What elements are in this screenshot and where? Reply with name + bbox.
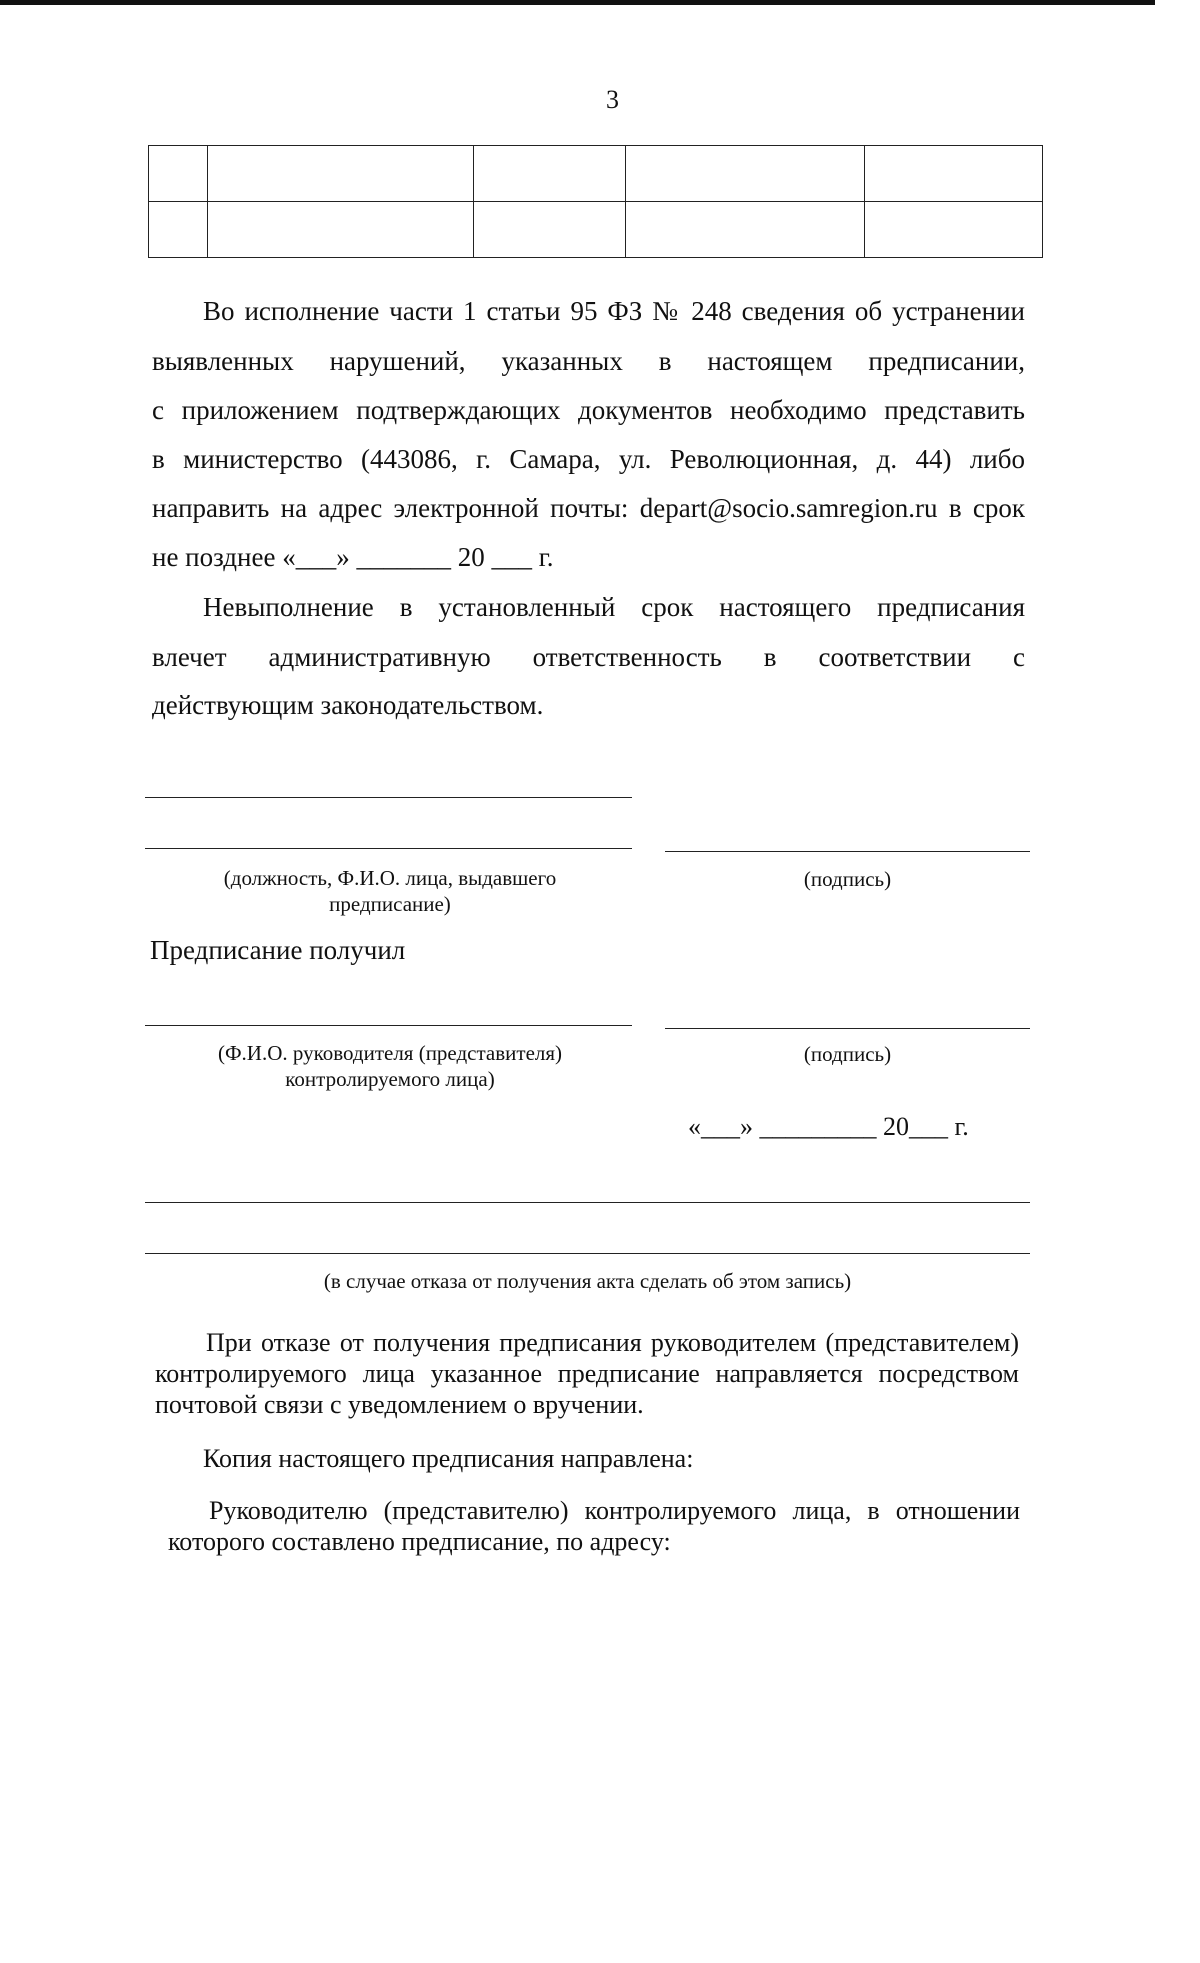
official-caption: (должность, Ф.И.О. лица, выдавшего предписание) — [223, 866, 557, 916]
refusal-paragraph: При отказе от получения предписания руководителем (представителем) контролируемого лица указанное предписание направляется посредством почтовой связи с уведомлением о вручении. — [155, 1328, 1019, 1419]
refusal-line-1 — [145, 1202, 1030, 1203]
para1-line2: выявленных нарушений, указанных в настоящем предписании, — [152, 346, 1025, 376]
signature-line-2 — [665, 1028, 1030, 1029]
table-cell — [626, 146, 865, 202]
table-cell — [474, 146, 626, 202]
recipient-line — [145, 1025, 632, 1026]
para1-line3: с приложением подтверждающих документов необходимо представить — [152, 395, 1025, 425]
refusal-caption: (в случае отказа от получения акта сделать об этом запись) — [323, 1269, 852, 1293]
copy-sent-label: Копия настоящего предписания направлена: — [203, 1444, 694, 1473]
violations-table — [148, 145, 1043, 258]
recipient-caption: (Ф.И.О. руководителя (представителя) контролируемого лица) — [217, 1041, 563, 1091]
receipt-date: «___» _________ 20___ г. — [688, 1112, 969, 1141]
para2-line3: действующим законодательством. — [152, 690, 544, 720]
para1-line1: Во исполнение части 1 статьи 95 ФЗ № 248 сведения об устранении — [203, 296, 1025, 326]
table-cell — [149, 202, 208, 258]
para2-line2: влечет административную ответственность в соответствии с — [152, 642, 1025, 672]
para2-line1: Невыполнение в установленный срок настоящего предписания — [203, 592, 1025, 622]
refusal-line-2 — [145, 1253, 1030, 1254]
table-row — [149, 146, 1043, 202]
signature-caption-2: (подпись) — [803, 1042, 892, 1066]
para1-line5: направить на адрес электронной почты: depart@socio.samregion.ru в срок — [152, 493, 1025, 523]
page-number: 3 — [606, 85, 619, 114]
para1-line6: не позднее «___» _______ 20 ___ г. — [152, 542, 554, 572]
copy-recipient-paragraph: Руководителю (представителю) контролируемого лица, в отношении которого составлено предписание, по адресу: — [168, 1496, 1020, 1556]
table-cell — [865, 146, 1043, 202]
table-cell — [149, 146, 208, 202]
signature-line-1 — [665, 851, 1030, 852]
para1-line4: в министерство (443086, г. Самара, ул. Революционная, д. 44) либо — [152, 444, 1025, 474]
received-label: Предписание получил — [150, 935, 406, 965]
table-row — [149, 202, 1043, 258]
official-line-2 — [145, 848, 632, 849]
table-cell — [865, 202, 1043, 258]
table-cell — [208, 146, 474, 202]
top-border — [0, 0, 1155, 5]
table-cell — [474, 202, 626, 258]
official-line-1 — [145, 797, 632, 798]
signature-caption-1: (подпись) — [803, 867, 892, 891]
table-cell — [626, 202, 865, 258]
table-cell — [208, 202, 474, 258]
